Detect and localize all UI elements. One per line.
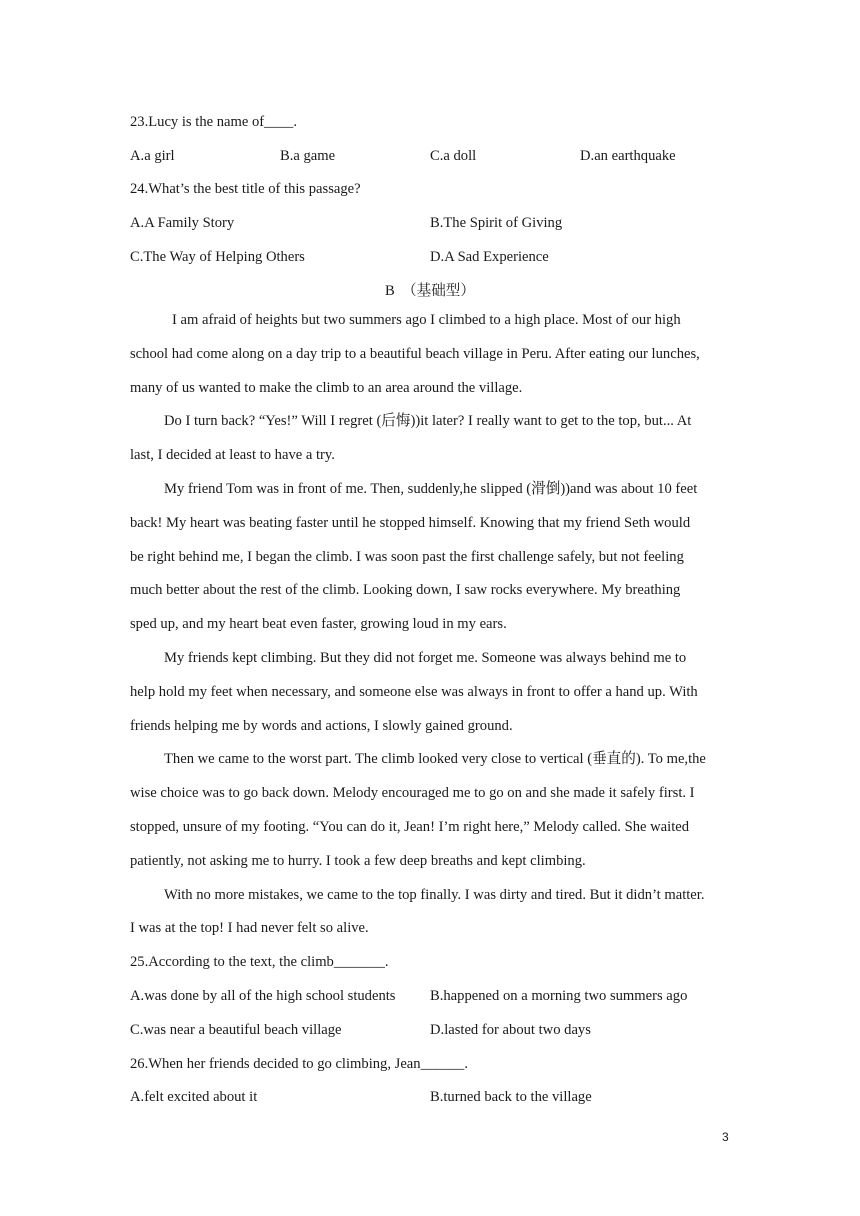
question-24-stem: 24.What’s the best title of this passage? (130, 181, 361, 197)
q23-option-d: D.an earthquake (580, 148, 676, 164)
passage-line: much better about the rest of the climb. Looking down, I saw rocks everywhere. My breathing (130, 582, 681, 598)
passage-line: school had come along on a day trip to a beautiful beach village in Peru. After eating our lunches, (130, 346, 700, 362)
passage-line: be right behind me, I began the climb. I was soon past the first challenge safely, but not feeling (130, 549, 684, 565)
passage-line: stopped, unsure of my footing. “You can do it, Jean! I’m right here,” Melody called. She waited (130, 819, 690, 835)
q24-option-b: B.The Spirit of Giving (430, 215, 563, 231)
q25-option-b: B.happened on a morning two summers ago (430, 988, 688, 1004)
section-heading: B （基础型） (385, 283, 475, 299)
q25-option-c: C.was near a beautiful beach village (130, 1022, 342, 1038)
q24-option-d: D.A Sad Experience (430, 249, 549, 265)
q26-option-b: B.turned back to the village (430, 1089, 592, 1105)
question-25-stem: 25.According to the text, the climb_______. (130, 954, 389, 970)
q25-option-d: D.lasted for about two days (430, 1022, 591, 1038)
passage-line: many of us wanted to make the climb to an area around the village. (130, 380, 523, 396)
q25-option-a: A.was done by all of the high school students (130, 988, 396, 1004)
passage-line: sped up, and my heart beat even faster, growing loud in my ears. (130, 616, 507, 632)
passage-line: back! My heart was beating faster until he stopped himself. Knowing that my friend Seth would (130, 515, 691, 531)
passage-line: wise choice was to go back down. Melody encouraged me to go on and she made it safely first. I (130, 785, 695, 801)
passage-line: patiently, not asking me to hurry. I took a few deep breaths and kept climbing. (130, 853, 586, 869)
q23-option-a: A.a girl (130, 148, 175, 164)
q24-option-a: A.A Family Story (130, 215, 235, 231)
page-number: 3 (722, 1130, 729, 1144)
passage-line: With no more mistakes, we came to the top finally. I was dirty and tired. But it didn’t matter. (164, 887, 705, 903)
passage-line: friends helping me by words and actions, I slowly gained ground. (130, 718, 513, 734)
passage-line: I am afraid of heights but two summers ago I climbed to a high place. Most of our high (172, 312, 681, 328)
passage-line: I was at the top! I had never felt so alive. (130, 920, 369, 936)
q26-option-a: A.felt excited about it (130, 1089, 258, 1105)
passage-line: last, I decided at least to have a try. (130, 447, 335, 463)
q24-option-c: C.The Way of Helping Others (130, 249, 305, 265)
q23-option-c: C.a doll (430, 148, 477, 164)
passage-line: Do I turn back? “Yes!” Will I regret (后悔))it later? I really want to get to the top, but... At (164, 413, 692, 429)
passage-line: My friend Tom was in front of me. Then, suddenly,he slipped (滑倒))and was about 10 feet (164, 481, 698, 497)
question-26-stem: 26.When her friends decided to go climbing, Jean______. (130, 1056, 469, 1072)
passage-line: My friends kept climbing. But they did not forget me. Someone was always behind me to (164, 650, 687, 666)
passage-line: Then we came to the worst part. The climb looked very close to vertical (垂直的). To me,the (164, 751, 706, 767)
passage-line: help hold my feet when necessary, and someone else was always in front to offer a hand up. With (130, 684, 698, 700)
question-23-stem: 23.Lucy is the name of____. (130, 114, 297, 130)
q23-option-b: B.a game (280, 148, 336, 164)
